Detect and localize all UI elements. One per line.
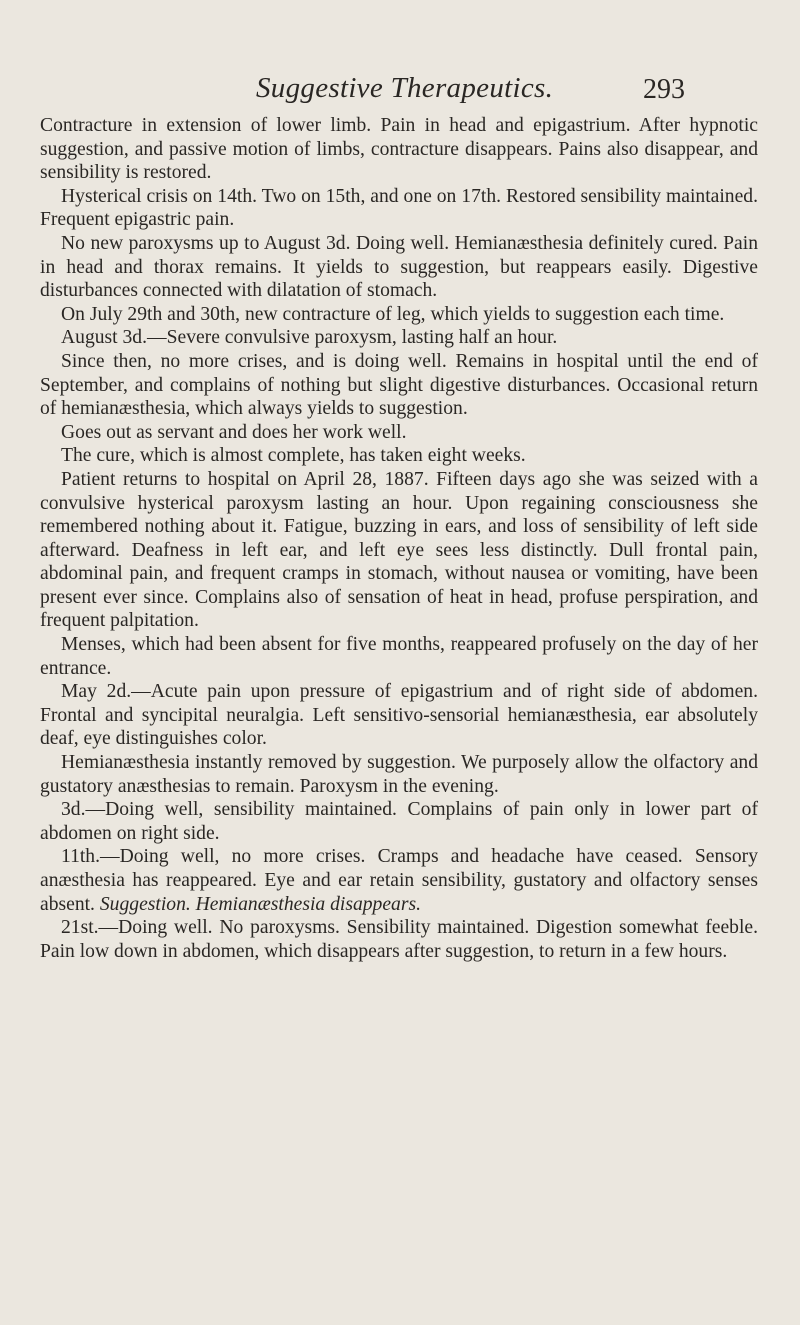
paragraph: On July 29th and 30th, new contracture of leg, which yields to suggestion each time.	[61, 303, 725, 325]
paragraph: Hemianæsthesia instantly removed by suggestion. We purposely allow the olfactory and gustatory anæsthesias to remain. Paroxysm in the evening.	[40, 752, 758, 797]
paragraph: 21st.—Doing well. No paroxysms. Sensibility maintained. Digestion somewhat feeble. Pain low down in abdomen, which disappears after suggestion, to return in a few hours.	[40, 917, 758, 962]
paragraph: May 2d.—Acute pain upon pressure of epigastrium and of right side of abdomen. Frontal and syncipital neuralgia. Left sensitivo-sensorial hemianæsthesia, ear absolutely deaf, eye distinguishes color.	[40, 681, 758, 750]
paragraph	[40, 845, 758, 916]
running-head	[256, 72, 706, 108]
paragraph: August 3d.—Severe convulsive paroxysm, lasting half an hour.	[61, 327, 558, 349]
paragraph: No new paroxysms up to August 3d. Doing well. Hemianæsthesia definitely cured. Pain in head and thorax remains. It yields to suggestion, but reappears easily. Digestive disturbances connected with dilatation of stomach.	[40, 232, 758, 302]
paragraph: Hysterical crisis on 14th. Two on 15th, and one on 17th. Restored sensibility maintained. Frequent epigastric pain.	[40, 185, 758, 231]
paragraph-text: 11th.—Doing well, no more crises. Cramps and headache have ceased. Sensory anæsthesia has reappeared. Eye and ear retain sensibility, gustatory and olfactory senses absent.	[40, 846, 758, 915]
body-text	[40, 114, 758, 963]
paragraph: Patient returns to hospital on April 28, 1887. Fifteen days ago she was seized with a convulsive hysterical paroxysm lasting an hour. Upon regaining consciousness she remembered nothing about it. Fatigue, buzzing in ears, and loss of sensibility of left side afterward. Deafness in left ear, and left eye sees less distinctly. Dull frontal pain, abdominal pain, and frequent cramps in stomach, without nausea or vomiting, have been present ever since. Complains also of sensation of heat in head, profuse perspiration, and frequent palpitation.	[40, 468, 758, 632]
paragraph: The cure, which is almost complete, has taken eight weeks.	[61, 445, 526, 467]
paragraph: Menses, which had been absent for five months, reappeared profusely on the day of her entrance.	[40, 634, 758, 679]
paragraph: Contracture in extension of lower limb. Pain in head and epigastrium. After hypnotic suggestion, and passive motion of limbs, contracture disappears. Pains also disappear, and sensibility is restored.	[40, 115, 758, 184]
italic-note: Suggestion. Hemianæsthesia disappears.	[99, 893, 421, 915]
paragraph: 3d.—Doing well, sensibility maintained. Complains of pain only in lower part of abdomen on right side.	[40, 799, 758, 844]
page-number: 293	[643, 74, 685, 105]
paragraph: Goes out as servant and does her work well.	[61, 421, 407, 443]
running-title: Suggestive Therapeutics.	[256, 72, 554, 104]
paragraph: Since then, no more crises, and is doing well. Remains in hospital until the end of September, and complains of nothing but slight digestive disturbances. Occasional return of hemianæsthesia, which always yields to suggestion.	[40, 350, 758, 420]
